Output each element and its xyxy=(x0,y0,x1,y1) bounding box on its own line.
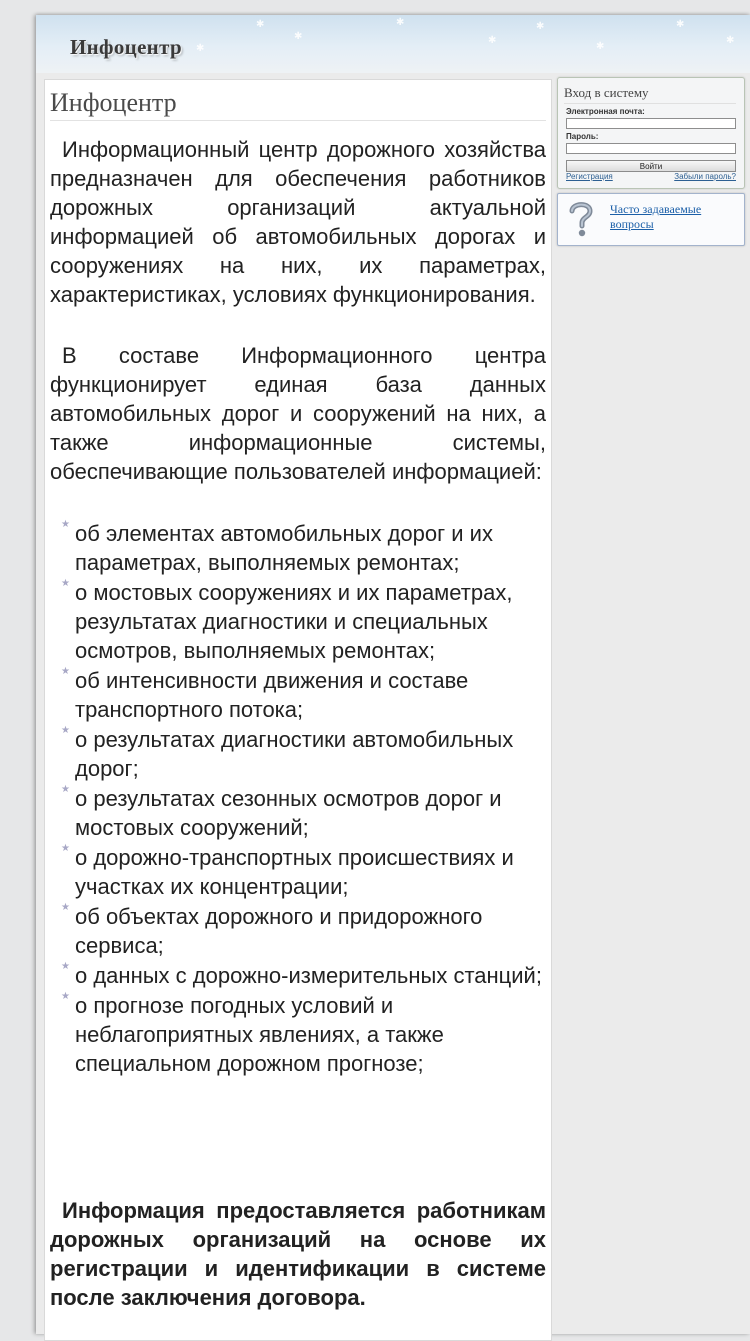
login-button[interactable]: Войти xyxy=(566,160,736,172)
register-link[interactable]: Регистрация xyxy=(566,172,613,181)
list-item-text: об интенсивности движения и составе транспортного потока; xyxy=(75,668,469,722)
question-icon[interactable] xyxy=(567,200,595,238)
list-item xyxy=(59,843,545,901)
star-bullet-icon: ★ xyxy=(61,961,70,972)
snowflake-decoration: ✱ xyxy=(726,35,735,46)
snowflake-decoration: ✱ xyxy=(488,35,497,46)
list-item xyxy=(59,666,545,724)
list-item-text: об элементах автомобильных дорог и их параметрах, выполняемых ремонтах; xyxy=(75,521,493,575)
access-notice: Информация предоставляется работникам дорожных организаций на основе их регистрации и идентификации в системе после заключения договора. xyxy=(50,1198,546,1310)
intro-paragraph: Информационный центр дорожного хозяйства предназначен для обеспечения работников дорожных организаций актуальной информацией об автомобильных дорогах и сооружениях на них, их параметрах, характеристиках, условиях функционирования. xyxy=(50,137,546,307)
site-header xyxy=(36,15,750,73)
snowflake-decoration: ✱ xyxy=(676,19,685,30)
list-item-text: о мостовых сооружениях и их параметрах, результатах диагностики и специальных осмотров, выполняемых ремонтах; xyxy=(75,580,513,663)
star-bullet-icon: ★ xyxy=(61,991,70,1002)
list-item-text: о данных с дорожно-измерительных станций; xyxy=(75,963,542,988)
page-title: Инфоцентр xyxy=(50,88,546,121)
site-title[interactable]: Инфоцентр xyxy=(70,35,182,59)
list-item-text: о результатах диагностики автомобильных дорог; xyxy=(75,727,514,781)
list-item xyxy=(59,784,545,842)
composition-paragraph: В составе Информационного центра функционирует единая база данных автомобильных дорог и сооружений на них, а также информационные системы, обеспечивающие пользователей информацией: xyxy=(50,343,546,484)
list-item xyxy=(59,725,545,783)
email-label: Электронная почта: xyxy=(566,107,645,116)
snowflake-decoration: ✱ xyxy=(396,17,405,28)
password-field[interactable] xyxy=(566,143,736,154)
snowflake-decoration: ✱ xyxy=(596,41,605,52)
snowflake-decoration: ✱ xyxy=(536,21,545,32)
snowflake-decoration: ✱ xyxy=(294,31,303,42)
login-panel xyxy=(557,77,745,189)
forgot-password-link[interactable]: Забыли пароль? xyxy=(674,172,736,181)
star-bullet-icon: ★ xyxy=(61,666,70,677)
list-item-text: о прогнозе погодных условий и неблагоприятных явлениях, а также специальном дорожном прогнозе; xyxy=(75,993,444,1076)
page-frame xyxy=(36,15,750,1334)
list-item xyxy=(59,578,545,665)
info-list xyxy=(59,519,545,1079)
list-item xyxy=(59,519,545,577)
list-item xyxy=(59,902,545,960)
snowflake-decoration: ✱ xyxy=(196,43,205,54)
password-label: Пароль: xyxy=(566,132,599,141)
faq-link[interactable]: Часто задаваемые вопросы xyxy=(610,202,702,231)
login-title: Вход в систему xyxy=(564,85,736,104)
list-item-text: об объектах дорожного и придорожного сервиса; xyxy=(75,904,483,958)
list-item xyxy=(59,991,545,1078)
star-bullet-icon: ★ xyxy=(61,902,70,913)
star-bullet-icon: ★ xyxy=(61,725,70,736)
list-item-text: о дорожно-транспортных происшествиях и участках их концентрации; xyxy=(75,845,514,899)
star-bullet-icon: ★ xyxy=(61,784,70,795)
faq-panel xyxy=(557,193,745,246)
list-item xyxy=(59,961,545,990)
email-field[interactable] xyxy=(566,118,736,129)
main-content xyxy=(44,79,552,1341)
star-bullet-icon: ★ xyxy=(61,519,70,530)
star-bullet-icon: ★ xyxy=(61,843,70,854)
list-item-text: о результатах сезонных осмотров дорог и мостовых сооружений; xyxy=(75,786,502,840)
snowflake-decoration: ✱ xyxy=(256,19,265,30)
star-bullet-icon: ★ xyxy=(61,578,70,589)
